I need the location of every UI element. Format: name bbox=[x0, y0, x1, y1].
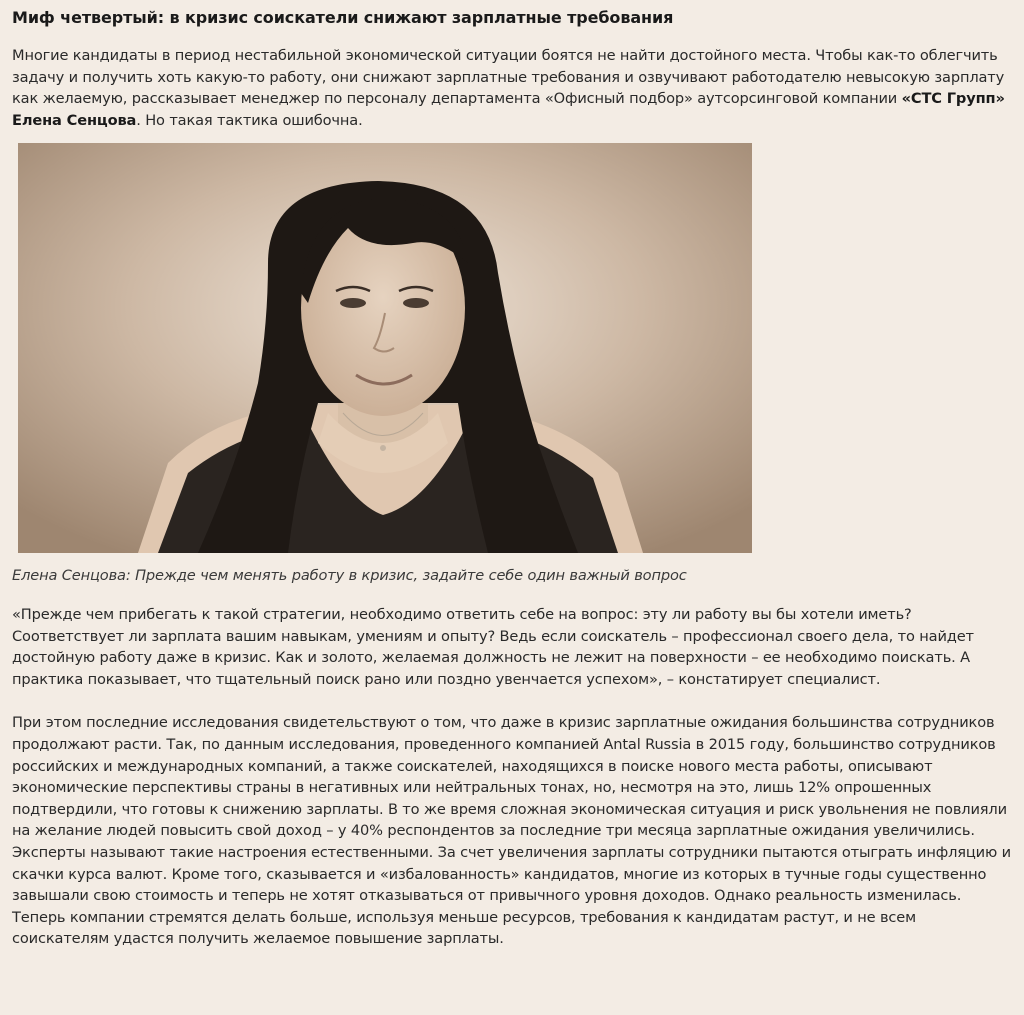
portrait-photo bbox=[18, 143, 752, 553]
portrait-illustration bbox=[18, 143, 752, 553]
intro-text-after: . Но такая тактика ошибочна. bbox=[136, 111, 363, 129]
quote-paragraph: «Прежде чем прибегать к такой стратегии, необходимо ответить себе на вопрос: эту ли работу вы бы хотели иметь? Соответствует ли зарплата вашим навыкам, умениям и опыту? Ведь если соискатель – профессионал своего дела, то найдет достойную работу даже в кризис. Как и золото, желаемая должность не лежит на поверхности – ее необходимо поискать. А практика показывает, что тщательный поиск рано или поздно увенчается успехом», – констатирует специалист. bbox=[12, 605, 974, 688]
article-heading: Миф четвертый: в кризис соискатели снижают зарплатные требования bbox=[12, 8, 674, 27]
research-paragraph: При этом последние исследования свидетельствуют о том, что даже в кризис зарплатные ожидания большинства сотрудников продолжают расти. Так, по данным исследования, проведенного компанией Antal Russia в 2015 году, большинство сотрудников российских и международных компаний, а также соискателей, находящихся в поиске нового места работы, описывают экономические перспективы страны в негативных или нейтральных тонах, но, несмотря на это, лишь 12% опрошенных подтвердили, что готовы к снижению зарплаты. В то же время сложная экономическая ситуация и риск увольнения не повлияли на желание людей повысить свой доход – у 40% респондентов за последние три месяца зарплатные ожидания увеличились. Эксперты называют такие настроения естественными. За счет увеличения зарплаты сотрудники пытаются отыграть инфляцию и скачки курса валют. Кроме того, сказывается и «избалованность» кандидатов, многие из которых в тучные годы существенно завышали свою стоимость и теперь не хотят отказываться от привычного уровня доходов. Однако реальность изменилась. Теперь компании стремятся делать больше, используя меньше ресурсов, требования к кандидатам растут, и не всем соискателям удастся получить желаемое повышение зарплаты. bbox=[12, 714, 1011, 948]
intro-paragraph bbox=[12, 45, 1012, 131]
intro-text-before: Многие кандидаты в период нестабильной экономической ситуации боятся не найти достойного места. Чтобы как-то облегчить задачу и получить хоть какую-то работу, они снижают зарплатные требования и озвучивают работодателю невысокую зарплату как желаемую, рассказывает менеджер по персоналу департамента «Офисный подбор» аутсорсинговой компании bbox=[12, 47, 1005, 108]
company-name: «СТС Групп» bbox=[901, 90, 1005, 108]
photo-caption: Елена Сенцова: Прежде чем менять работу в кризис, задайте себе один важный вопрос bbox=[12, 567, 687, 585]
person-name: Елена Сенцова bbox=[12, 111, 137, 129]
